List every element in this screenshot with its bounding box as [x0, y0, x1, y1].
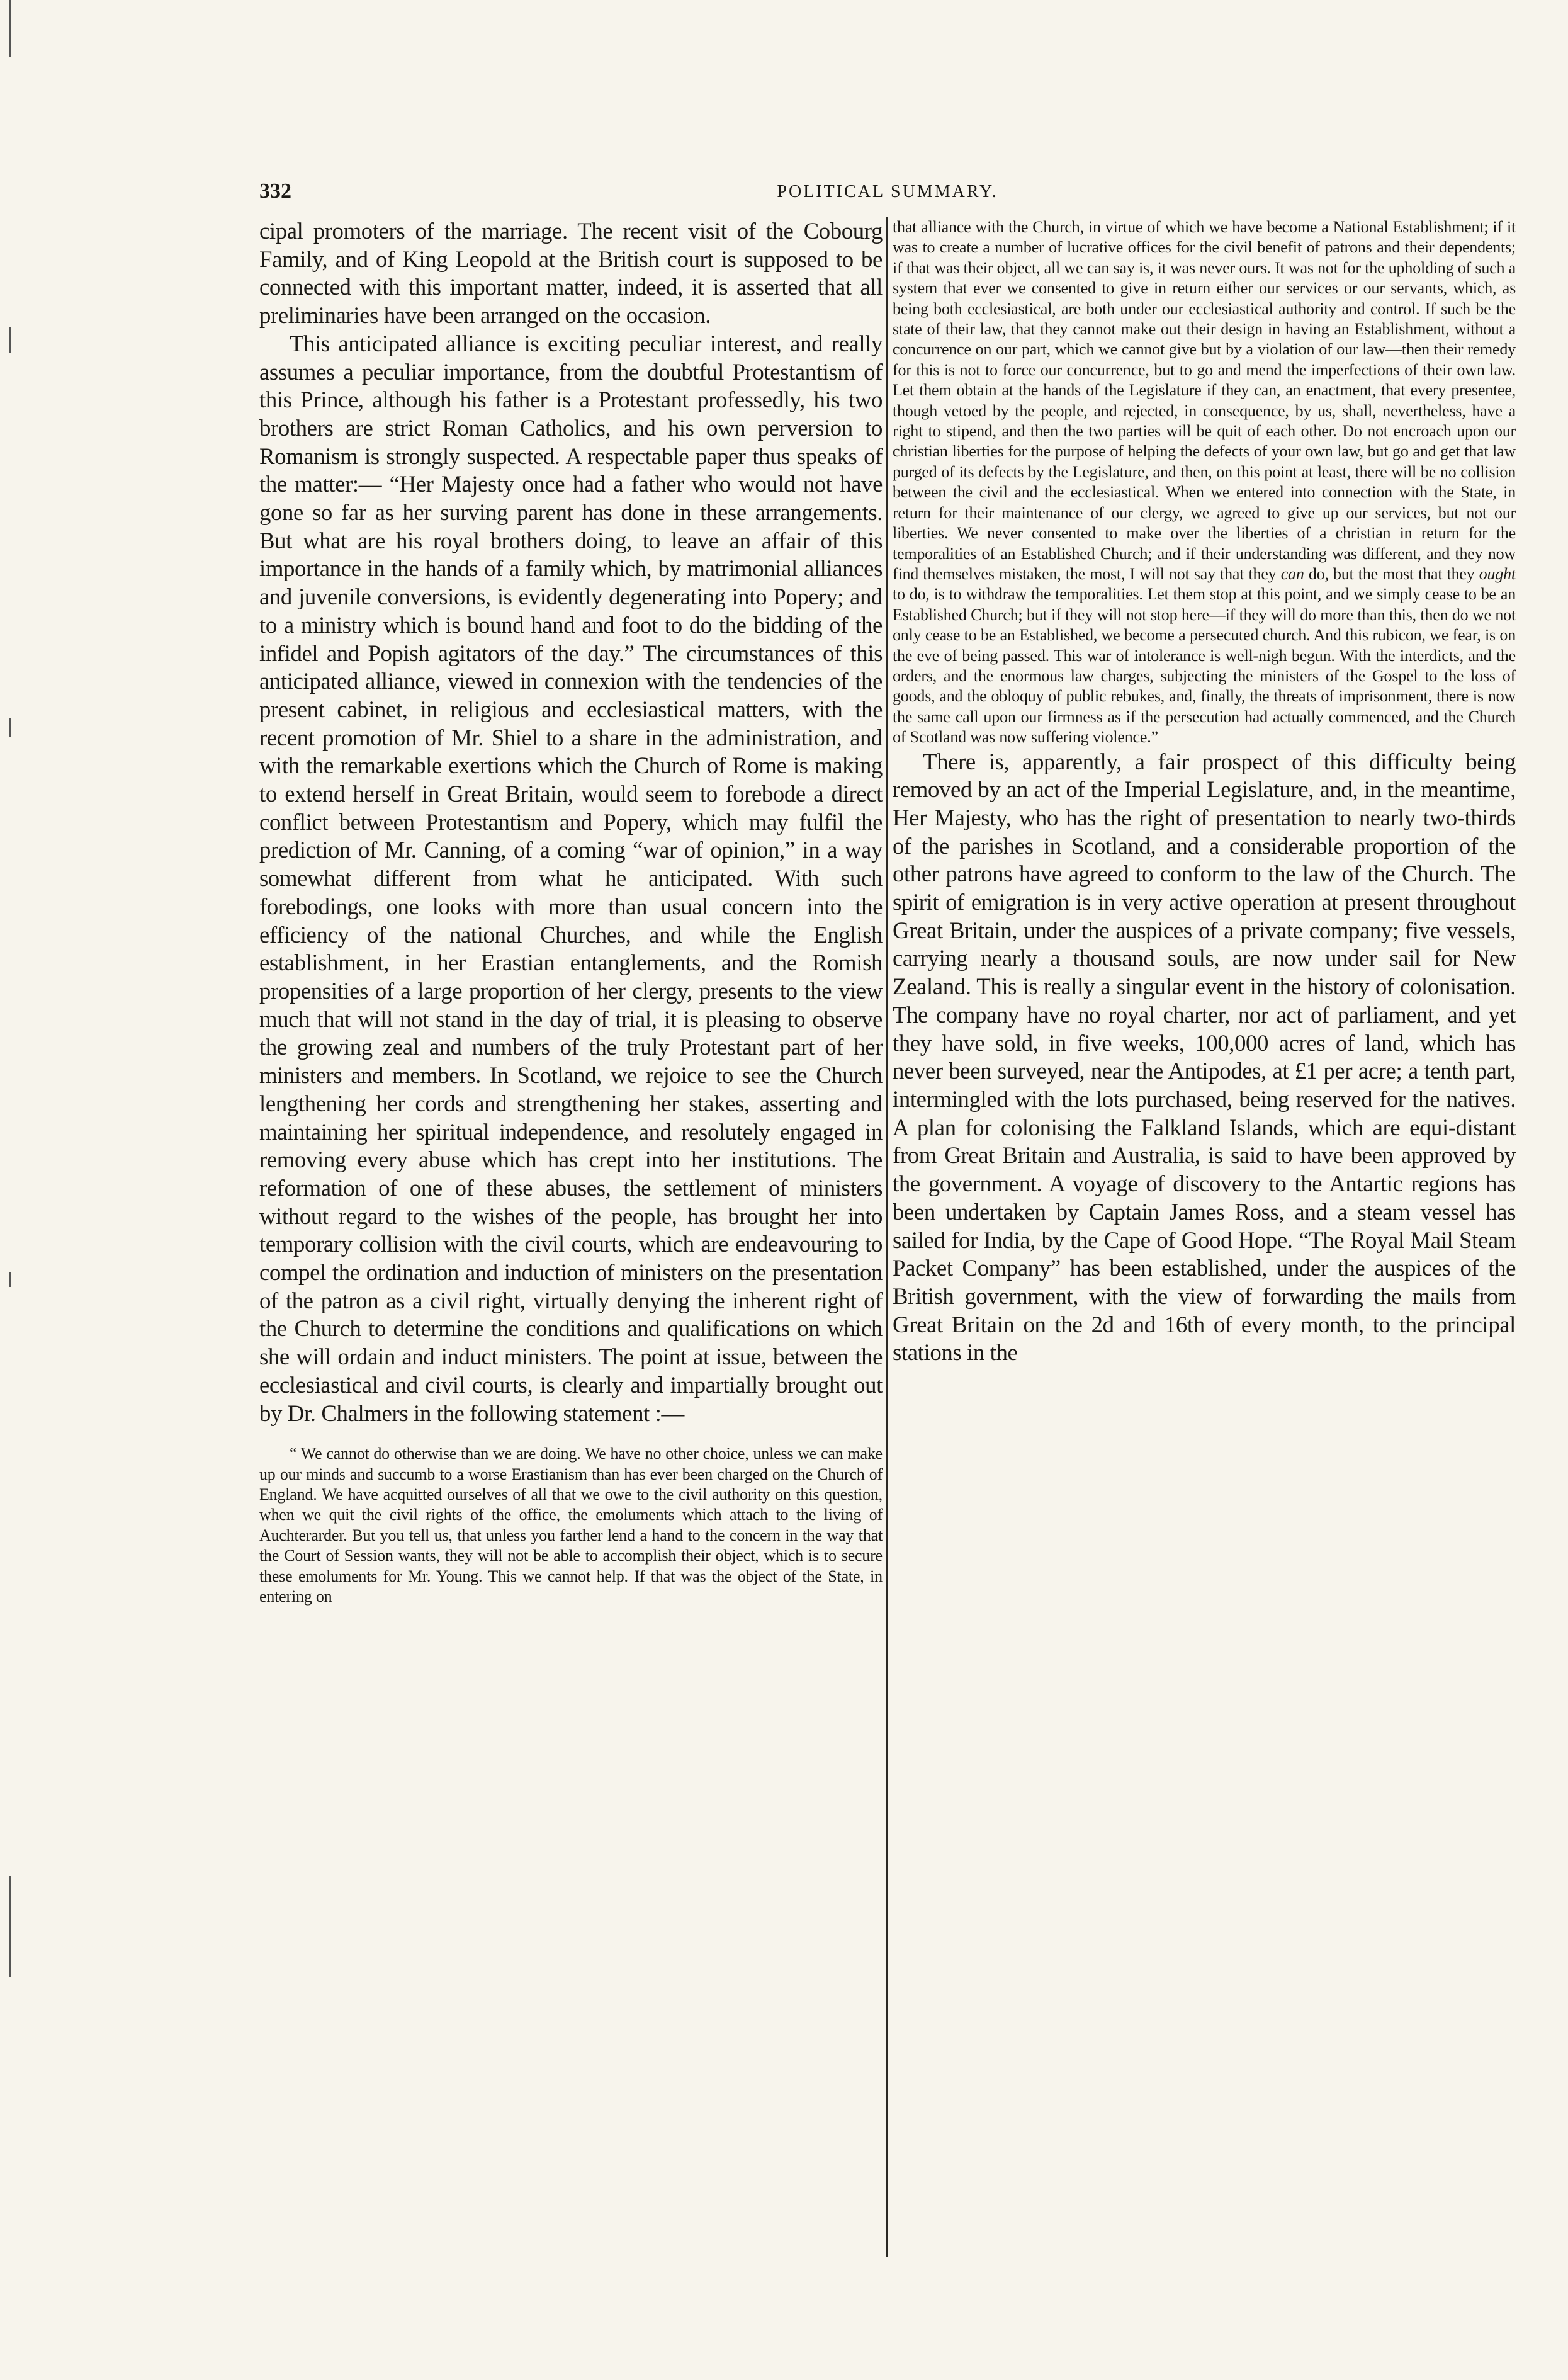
scan-margin-mark: [9, 1876, 11, 1977]
paragraph-emigration: There is, apparently, a fair prospect of this difficulty being removed by an act of the Imperial Legislature, and, in the meantime, Her Majesty, who has the right of presentation to nearly two-thirds of the parishes in Scotland, and a considerable proportion of the other patrons have agreed to conform to the law of the Church. The spirit of emigration is in very active operation at present throughout Great Britain, under the auspices of a private company; five vessels, carrying nearly a thousand souls, are now under sail for New Zealand. This is really a singular event in the history of colonisation. The company have no royal charter, nor act of parliament, and yet they have sold, in five weeks, 100,000 acres of land, which has never been surveyed, near the Antipodes, at £1 per acre; a tenth part, intermingled with the lots purchased, being reserved for the natives. A plan for colonising the Falkland Islands, which are equi-distant from Great Britain and Australia, is said to have been approved by the government. A voyage of discovery to the Antartic regions has been undertaken by Captain James Ross, and a steam vessel has sailed for India, by the Cape of Good Hope. “The Royal Mail Steam Packet Company” has been established, under the auspices of the British government, with the view of forwarding the mails from Great Britain on the 2d and 16th of every month, to the principal stations in the: [893, 748, 1516, 1366]
running-head: POLITICAL SUMMARY.: [777, 182, 998, 201]
page-header: [259, 179, 1516, 211]
quote-text: to do, is to withdraw the temporalities. Let them stop at this point, and we simply cease to be an Established Church; but if they will not stop here—if they will do more than this, then do we not only cease to be an Established, we become a persecuted church. And this rubicon, we fear, is on the eve of being passed. This war of intolerance is well-nigh begun. With the interdicts, and the orders, and the enormous law charges, subjecting the ministers of the Gospel to the loss of goods, and the obloquy of public rebukes, and, finally, the threats of imprisonment, there is now the same call upon our firmness as if the persecution had actually commenced, and the Church of Scotland was now suffering violence.”: [893, 585, 1516, 747]
quote-text: that alliance with the Church, in virtue of which we have become a National Establishment; if it was to create a number of lucrative offices for the civil benefit of patrons and their dependents; if that was their object, all we can say is, it was never ours. It was not for the upholding of such a system that ever we consented to give in return either our services or our servants, which, as being both ecclesiastical, are both under our ecclesiastical authority and control. If such be the state of their law, that they cannot make out their design in having an Establishment, without a concurrence on our part, which we cannot give but by a violation of our law—then their remedy for this is not to force our concurrence, but to go and mend the imperfections of their own law. Let them obtain at the hands of the Legislature if they can, an enactment, that every presentee, though vetoed by the people, and rejected, in consequence, by us, shall, nevertheless, have a right to stipend, and then the two parties will be quit of each other. Do not encroach upon our christian liberties for the purpose of helping the defects of your own law, but go and get that law purged of its defects by the Legislature, and then, on this point at least, there will be no collision between the civil and the ecclesiastical. When we entered into connection with the State, in return for their maintenance of our clergy, we agreed to give up our services, but not our liberties. We never consented to make over the liberties of a christian in return for the temporalities of an Established Church; and if their understanding was different, and they now find themselves mistaken, the most, I will not say that they: [893, 218, 1516, 583]
chalmers-quote: “ We cannot do otherwise than we are doing. We have no other choice, unless we can make up our minds and succumb to a worse Erastianism than has ever been charged on the Church of England. We have acquitted ourselves of all that we owe to the civil authority on this question, when we quit the civil rights of the office, the emoluments which attach to the living of Auchterarder. But you tell us, that unless you farther lend a hand to the concern in the way that the Court of Session wants, they will not be able to accomplish their object, which is to secure these emoluments for Mr. Young. This we cannot help. If that was the object of the State, in entering on: [259, 1444, 883, 1606]
scan-margin-mark: [9, 1272, 11, 1287]
page-number: 332: [259, 179, 291, 203]
chalmers-quote-continued: [893, 217, 1516, 748]
scan-margin-mark: [9, 0, 11, 57]
column-rule: [886, 217, 888, 2257]
quote-text: do, but the most that they: [1308, 564, 1475, 583]
scan-margin-mark: [9, 327, 11, 353]
paragraph-continued: cipal promoters of the marriage. The recent visit of the Cobourg Family, and of King Leopold at the British court is supposed to be connected with this important matter, indeed, it is asserted that all preliminaries have been arranged on the occasion.: [259, 218, 883, 329]
right-column: [893, 217, 1516, 1367]
left-column: [259, 217, 883, 1607]
paragraph-alliance: This anticipated alliance is exciting peculiar interest, and really assumes a peculiar importance, from the doubtful Protestantism of this Prince, although his father is a Protestant professedly, his two brothers are strict Roman Catholics, and his own perversion to Romanism is strongly suspected. A respectable paper thus speaks of the matter:— “Her Majesty once had a father who would not have gone so far as her surving parent has done in these arrangements. But what are his royal brothers doing, to leave an affair of this importance in the hands of a family which, by matrimonial alliances and juvenile conversions, is evidently degenerating into Popery; and to a ministry which is bound hand and foot to do the bidding of the infidel and Popish agitators of the day.” The circumstances of this anticipated alliance, viewed in connexion with the tendencies of the present cabinet, in religious and ecclesiastical matters, with the recent promotion of Mr. Shiel to a share in the administration, and with the remarkable exertions which the Church of Rome is making to extend herself in Great Britain, would seem to forebode a direct conflict between Protestantism and Popery, which may fulfil the prediction of Mr. Canning, of a coming “war of opinion,” in a way somewhat different from what he anticipated. With such forebodings, one looks with more than usual concern into the efficiency of the national Churches, and while the English establishment, in her Erastian entanglements, and the Romish propensities of a large proportion of her clergy, presents to the view much that will not stand in the day of trial, it is pleasing to observe the growing zeal and numbers of the truly Protestant part of her ministers and members. In Scotland, we rejoice to see the Church lengthening her cords and strengthening her stakes, asserting and maintaining her spiritual independence, and resolutely engaged in removing every abuse which has crept into her institutions. The reformation of one of these abuses, the settlement of ministers without regard to the wishes of the people, has brought her into temporary collision with the civil courts, which are endeavouring to compel the ordination and induction of ministers on the presentation of the patron as a civil right, virtually denying the inherent right of the Church to determine the conditions and qualifications on which she will ordain and induct ministers. The point at issue, between the ecclesiastical and civil courts, is clearly and impartially brought out by Dr. Chalmers in the following statement :—: [259, 330, 883, 1426]
scan-margin-mark: [9, 718, 11, 737]
emphasis-can: can: [1280, 564, 1304, 583]
emphasis-ought: ought: [1479, 564, 1516, 583]
